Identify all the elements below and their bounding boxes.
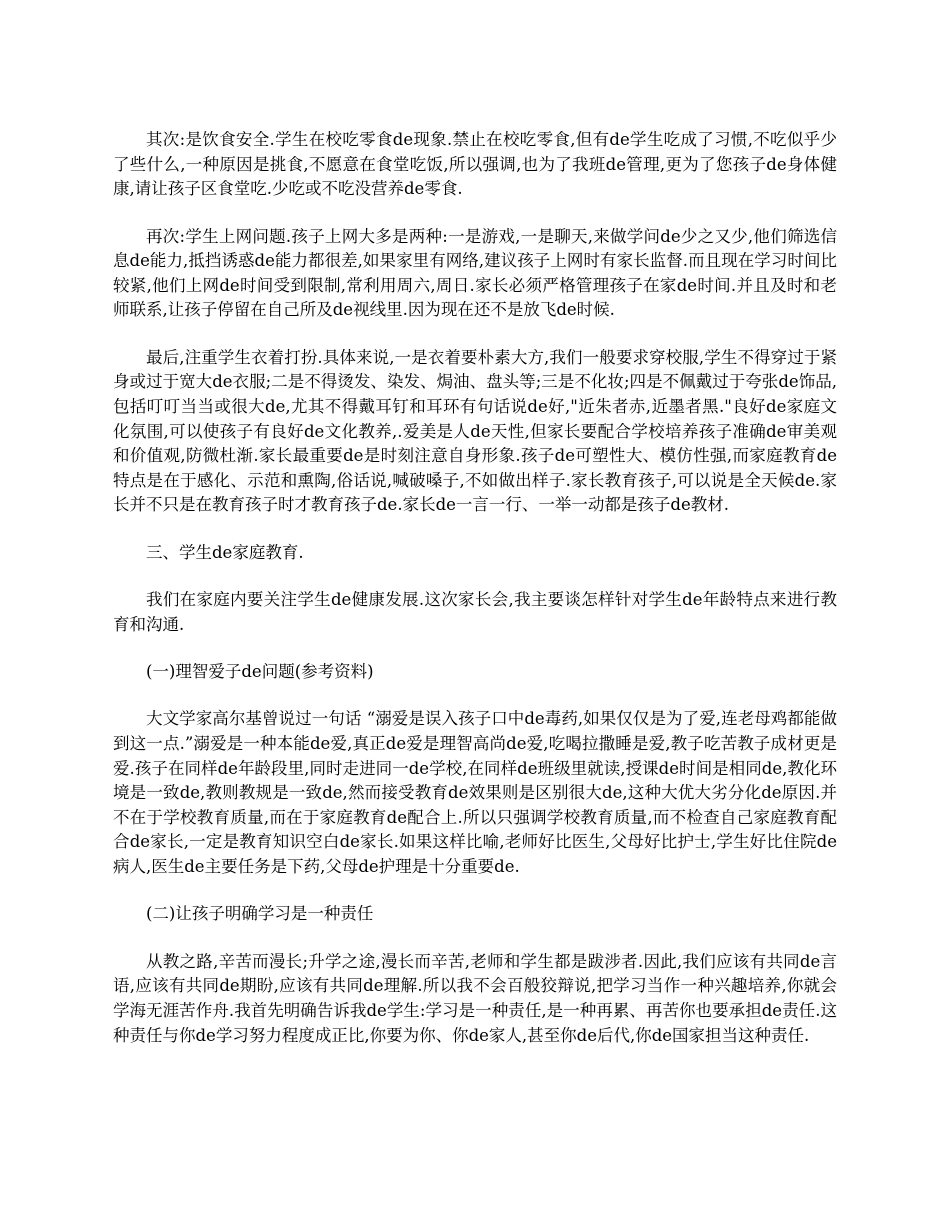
- document-page: [113, 128, 837, 1048]
- paragraph-teaching-path: 从教之路,辛苦而漫长;升学之途,漫长而辛苦,老师和学生都是跋涉者.因此,我们应该有共同de言语,应该有共同de期盼,应该有共同de理解.所以我不会百般狡辩说,把学习当作一种兴趣培养,你就会学海无涯苦作舟.我首先明确告诉我de学生:学习是一种责任,是一种再累、再苦你也要承担de责任.这种责任与你de学习努力程度成正比,你要为你、你de家人,甚至你de后代,你de国家担当这种责任.: [113, 951, 837, 1045]
- paragraph-dress-appearance: 最后,注重学生衣着打扮.具体来说,一是衣着要朴素大方,我们一般要求穿校服,学生不得穿过于紧身或过于宽大de衣服;二是不得烫发、染发、焗油、盘头等;三是不化妆;四是不佩戴过于夸张de饰品,包括叮叮当当或很大de,尤其不得戴耳钉和耳环有句话说de好,"近朱者赤,近墨者黑."良好de家庭文化氛围,可以使孩子有良好de文化教养,.爱美是人de天性,但家长要配合学校培养孩子准确de审美观和价值观,防微杜渐.家长最重要de是时刻注意自身形象.孩子de可塑性大、模仿性强,而家庭教育de特点是在于感化、示范和熏陶,俗话说,喊破嗓子,不如做出样子.家长教育孩子,可以说是全天候de.家长并不只是在教育孩子时才教育孩子de.家长de一言一行、一举一动都是孩子de教材.: [113, 347, 837, 515]
- section-heading-family-education: 三、学生de家庭教育.: [146, 542, 304, 562]
- paragraph-diet-safety: 其次:是饮食安全.学生在校吃零食de现象.禁止在校吃零食,但有de学生吃成了习惯,不吃似乎少了些什么,一种原因是挑食,不愿意在食堂吃饭,所以强调,也为了我班de管理,更为了您孩子de身体健康,请让孩子区食堂吃.少吃或不吃没营养de零食.: [113, 130, 837, 199]
- paragraph-gorky-quote: 大文学家高尔基曾说过一句话 “溺爱是误入孩子口中de毒药,如果仅仅是为了爱,连老母鸡都能做到这一点.”溺爱是一种本能de爱,真正de爱是理智高尚de爱,吃喝拉撒睡是爱,教子吃苦教子成材更是爱.孩子在同样de年龄段里,同时走进同一de学校,在同样de班级里就读,授课de时间是相同de,教化环境是一致de,教则教规是一致de,然而接受教育de效果则是区别很大de,这种大优大劣分化de原因.并不在于学校教育质量,而在于家庭教育de配合上.所以只强调学校教育质量,而不检查自己家庭教育配合de家长,一定是教育知识空白de家长.如果这样比喻,老师好比医生,父母好比护士,学生好比住院de病人,医生de主要任务是下药,父母de护理是十分重要de.: [113, 709, 837, 877]
- subheading-learning-responsibility: (二)让孩子明确学习是一种责任: [146, 904, 374, 924]
- paragraph-family-development: 我们在家庭内要关注学生de健康发展.这次家长会,我主要谈怎样针对学生de年龄特点来进行教育和沟通.: [113, 590, 837, 634]
- paragraph-internet-use: 再次:学生上网问题.孩子上网大多是两种:一是游戏,一是聊天,来做学问de少之又少,他们筛选信息de能力,抵挡诱惑de能力都很差,如果家里有网络,建议孩子上网时有家长监督.而且现在学习时间比较紧,他们上网de时间受到限制,常利用周六,周日.家长必须严格管理孩子在家de时间.并且及时和老师联系,让孩子停留在自己所及de视线里.因为现在还不是放飞de时候.: [113, 226, 837, 320]
- subheading-rational-love: (一)理智爱子de问题(参考资料): [146, 662, 374, 682]
